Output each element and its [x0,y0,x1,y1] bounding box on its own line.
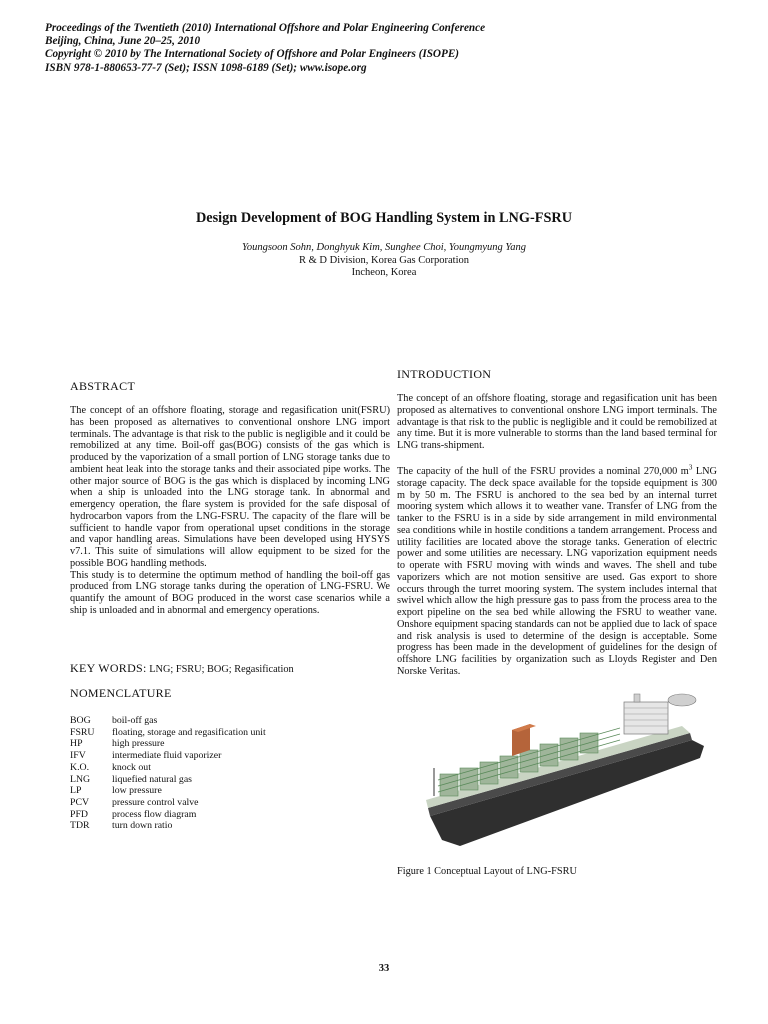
conference-location-line: Beijing, China, June 20–25, 2010 [45,35,201,48]
nomenclature-abbr: FSRU [70,726,95,738]
nomenclature-abbr: TDR [70,820,90,832]
nomenclature-definition: intermediate fluid vaporizer [112,750,222,762]
copyright-line: Copyright © 2010 by The International Society of Offshore and Polar Engineers (ISOPE) [45,48,460,61]
nomenclature-abbr: LP [70,785,82,797]
nomenclature-abbr: BOG [70,715,91,726]
keywords-text: LNG; FSRU; BOG; Regasification [146,664,294,675]
nomenclature-definition: high pressure [112,738,165,750]
nomenclature-abbr: LNG [70,773,91,785]
nomenclature-abbr: HP [70,738,83,750]
author-names: Youngsoon Sohn, Donghyuk Kim, Sunghee Choi, Youngmyung Yang [241,242,527,253]
affiliation-location: Incheon, Korea [351,267,417,279]
keywords-label: KEY WORDS: [70,661,147,675]
introduction-paragraph: The concept of an offshore floating, storage and regasification unit has been proposed as alternatives to conventional onshore LNG import terminals. The advantage is that risk to the public is negligible and it could be remobilized at any time. But it is more vulnerable to storms than the land based terminal for LNG trans-shipment. [397,393,717,451]
nomenclature-list [70,715,390,832]
isbn-line: ISBN 978-1-880653-77-7 (Set); ISSN 1098-6189 (Set); www.isope.org [45,61,367,74]
nomenclature-item [70,727,390,739]
nomenclature-definition: low pressure [112,785,162,797]
abstract-paragraph: The concept of an offshore floating, storage and regasification unit(FSRU) has been proposed as alternatives to conventional onshore LNG import terminals. The advantage is that risk to the public is negligible and it could be remobilized at any time. Boil-off gas(BOG) consists of the gas which is produced by the vaporization of a small portion of LNG storage tanks due to ambient heat leak into the storage tanks and their associated pipe works. The other major source of BOG is the gas which is displaced by incoming LNG when a ship is unloaded into the LNG storage tank. In abnormal and emergency operation, the flare system is provided for the safe disposal of hydrocarbon vapors from the LNG-FSRU. The capacity of the flare will be sufficient to handle vapor from operational upset conditions in the storage and vapor handling areas. Simulations have been developed using HYSYS v7.1. This suite of simulations will allow equipment to be sized for the possible BOG handling methods. [70,405,390,569]
affiliation: R & D Division, Korea Gas Corporation [298,254,470,266]
nomenclature-definition: boil-off gas [112,715,158,726]
nomenclature-item [70,738,390,750]
nomenclature-item [70,820,390,832]
superscript: 3 [688,463,693,472]
nomenclature-abbr: PFD [70,808,88,820]
nomenclature-abbr: IFV [70,750,86,762]
page-number: 33 [378,963,390,974]
intro-text-part: The capacity of the hull of the FSRU provides a nominal 270,000 m [397,466,689,477]
nomenclature-item [70,774,390,786]
nomenclature-definition: turn down ratio [112,820,173,832]
nomenclature-definition: process flow diagram [112,808,197,820]
nomenclature-definition: floating, storage and regasification unit [112,726,266,738]
nomenclature-definition: knock out [112,761,151,773]
nomenclature-definition: liquefied natural gas [112,773,192,785]
introduction-paragraph [397,463,717,678]
nomenclature-item [70,797,390,809]
intro-text-part: LNG storage capacity. The deck space available for the topside equipment is 300 m by 50 m. The FSRU is anchored to the sea bed by an internal turret mooring system which allows it to weather vane. Transfer of LNG from the tanker to the FSRU is in a side by side arrangement in mild environmental sea conditions while in hostile conditions a tandem arrangement. Process and utility facilities are located above the storage tanks. Generation of electric power and some utilities are necessary. LNG vaporization equipment needs to operate with FSRU moving with winds and waves. The shell and tube vaporizers which are not motion sensitive are used. Gas export to shore occurs through the turret mooring system. The system includes internal that swivel which allow the high pressure gas to pass from the process area to the export pipeline on the sea bed while allowing the FSRU to weather vane. Onshore equipment spacing standards can not be applied due to lack of space and risk analysis is used to determine of the design is acceptable. Some progress has been made in the development of guidelines for the design of offshore LNG facilities by organization such as Lloyds Register and Den Norske Veritas. [397,466,717,677]
fsru-figure [420,688,710,850]
nomenclature-item [70,762,390,774]
nomenclature-heading: NOMENCLATURE [70,686,172,700]
abstract-paragraph: This study is to determine the optimum method of handling the boil-off gas produced from LNG storage tanks during the operation of LNG-FSRU. We quantify the amount of BOG produced in the worst case scenarios while a ship is unloaded and in abnormal and emergency operations. [70,569,390,616]
conference-title-line: Proceedings of the Twentieth (2010) International Offshore and Polar Engineering Conference [45,22,486,34]
nomenclature-item [70,750,390,762]
nomenclature-abbr: K.O. [70,761,90,773]
abstract-heading: ABSTRACT [70,379,136,393]
nomenclature-item [70,715,390,727]
abstract-body [70,405,390,617]
figure-caption: Figure 1 Conceptual Layout of LNG-FSRU [397,866,577,877]
author-block [0,242,768,280]
conference-header [45,22,735,75]
keywords [70,661,294,676]
nomenclature-item [70,785,390,797]
nomenclature-definition: pressure control valve [112,796,199,808]
paper-title: Design Development of BOG Handling System in LNG-FSRU [195,210,573,226]
introduction-heading: INTRODUCTION [397,367,492,381]
nomenclature-abbr: PCV [70,796,90,808]
nomenclature-item [70,809,390,821]
superstructure [624,694,696,734]
